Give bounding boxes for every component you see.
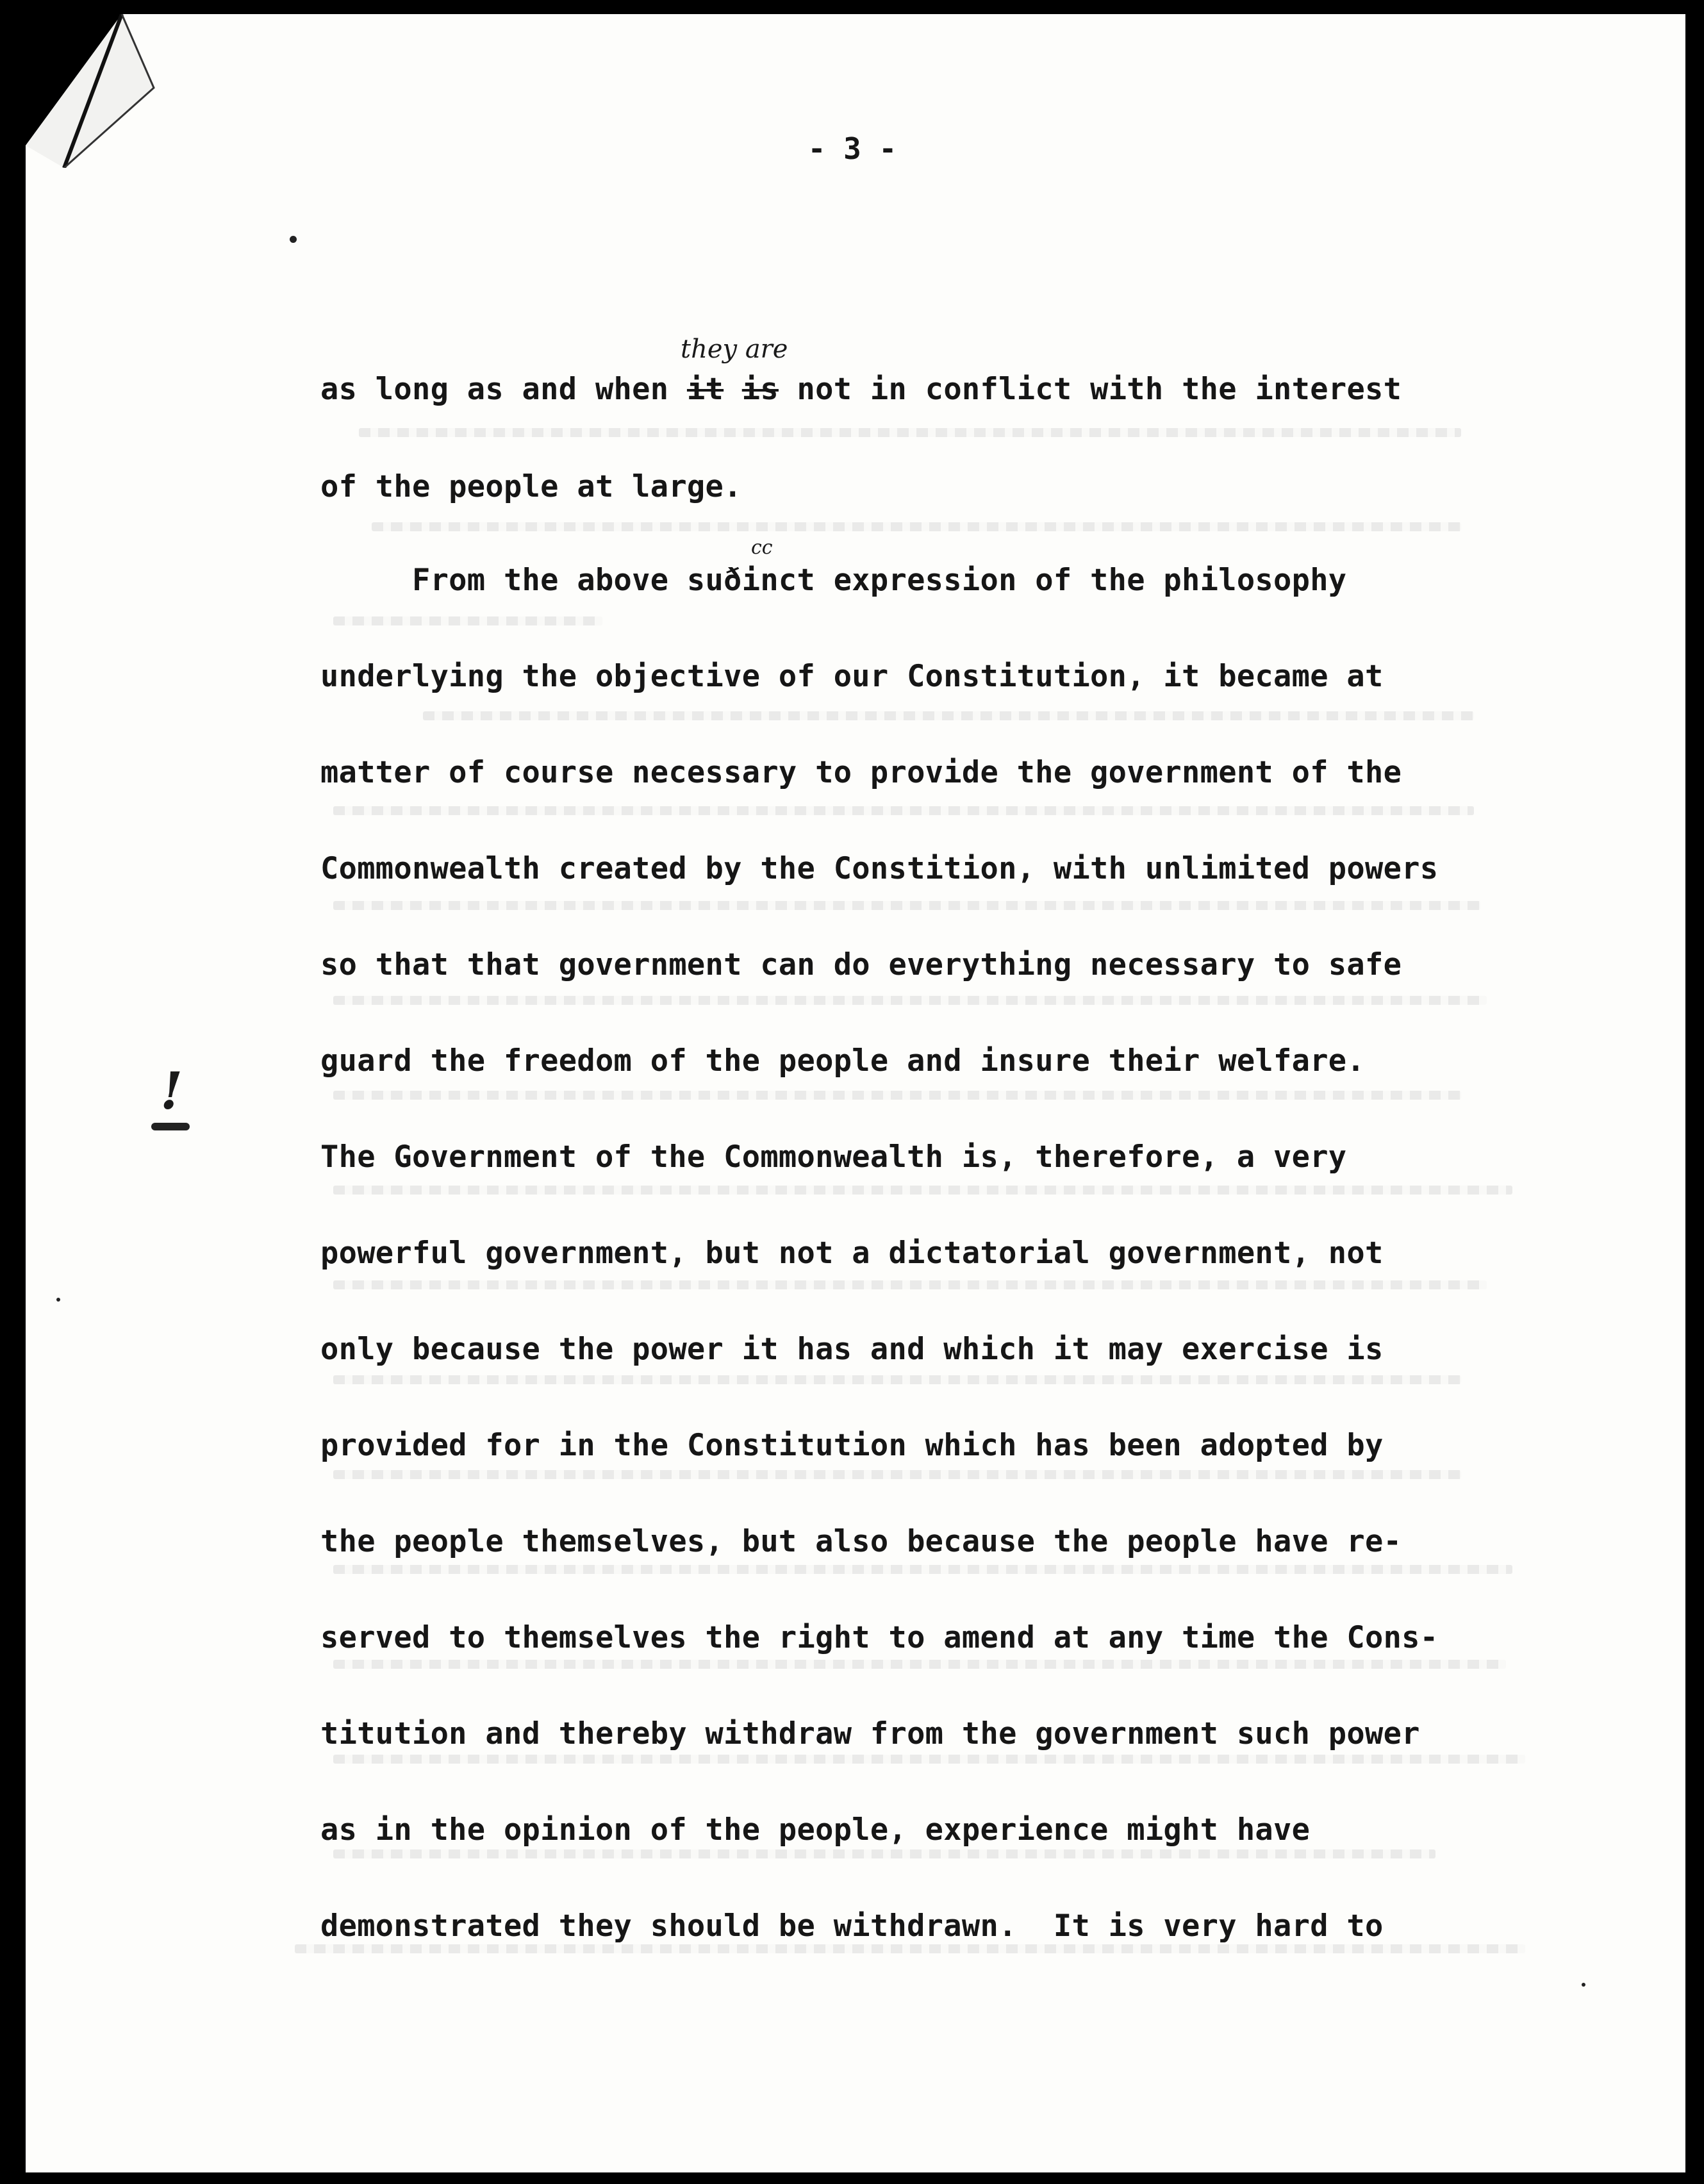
show-through-line	[333, 1660, 1506, 1669]
body-line: powerful government, but not a dictatorial government, not	[320, 1236, 1384, 1271]
body-line: From the above suðinct expression of the philosophy	[320, 563, 1347, 598]
body-line: Commonwealth created by the Constition, with unlimited powers	[320, 851, 1439, 886]
show-through-line	[333, 996, 1487, 1005]
show-through-line	[333, 1849, 1435, 1858]
show-through-line	[333, 1280, 1487, 1289]
margin-dash	[151, 1123, 190, 1130]
show-through-line	[423, 711, 1474, 720]
show-through-line	[333, 806, 1474, 815]
handwritten-insertion: they are	[681, 335, 788, 364]
show-through-line	[333, 1375, 1461, 1384]
body-line: matter of course necessary to provide the government of the	[320, 755, 1402, 790]
dust-speck	[56, 1298, 60, 1302]
page-number: - 3 -	[807, 131, 897, 166]
body-line: of the people at large.	[320, 469, 742, 504]
dust-speck	[290, 236, 297, 243]
show-through-line	[333, 616, 602, 625]
body-line: guard the freedom of the people and insure their welfare.	[320, 1043, 1365, 1079]
show-through-line	[333, 1565, 1512, 1574]
show-through-line	[333, 901, 1480, 910]
dust-speck	[1582, 1983, 1585, 1987]
body-line: provided for in the Constitution which has been adopted by	[320, 1428, 1384, 1463]
folded-corner	[26, 14, 167, 168]
show-through-line	[359, 428, 1461, 437]
body-line: The Government of the Commonwealth is, therefore, a very	[320, 1139, 1347, 1175]
margin-mark: !	[160, 1061, 183, 1121]
struck-word: is	[741, 372, 779, 407]
body-line: titution and thereby withdraw from the government such power	[320, 1716, 1420, 1751]
body-line: demonstrated they should be withdrawn. It is very hard to	[320, 1908, 1384, 1944]
body-line: served to themselves the right to amend at any time the Cons-	[320, 1620, 1439, 1655]
line-text	[724, 372, 742, 407]
handwritten-correction: cc	[751, 536, 773, 559]
body-line: so that that government can do everything necessary to safe	[320, 947, 1402, 982]
struck-word: it	[686, 372, 724, 407]
body-line	[320, 370, 1402, 409]
body-line: the people themselves, but also because the people have re-	[320, 1524, 1402, 1559]
line-text: not in conflict with the interest	[778, 372, 1402, 407]
show-through-line	[333, 1755, 1525, 1764]
show-through-line	[333, 1470, 1461, 1479]
show-through-line	[333, 1091, 1461, 1100]
body-line: only because the power it has and which it may exercise is	[320, 1332, 1384, 1367]
show-through-line	[295, 1944, 1525, 1953]
show-through-line	[372, 522, 1461, 531]
body-line: underlying the objective of our Constitution, it became at	[320, 659, 1384, 694]
show-through-line	[333, 1186, 1512, 1195]
body-line: as in the opinion of the people, experience might have	[320, 1812, 1311, 1848]
line-text: as long as and when	[320, 372, 687, 407]
